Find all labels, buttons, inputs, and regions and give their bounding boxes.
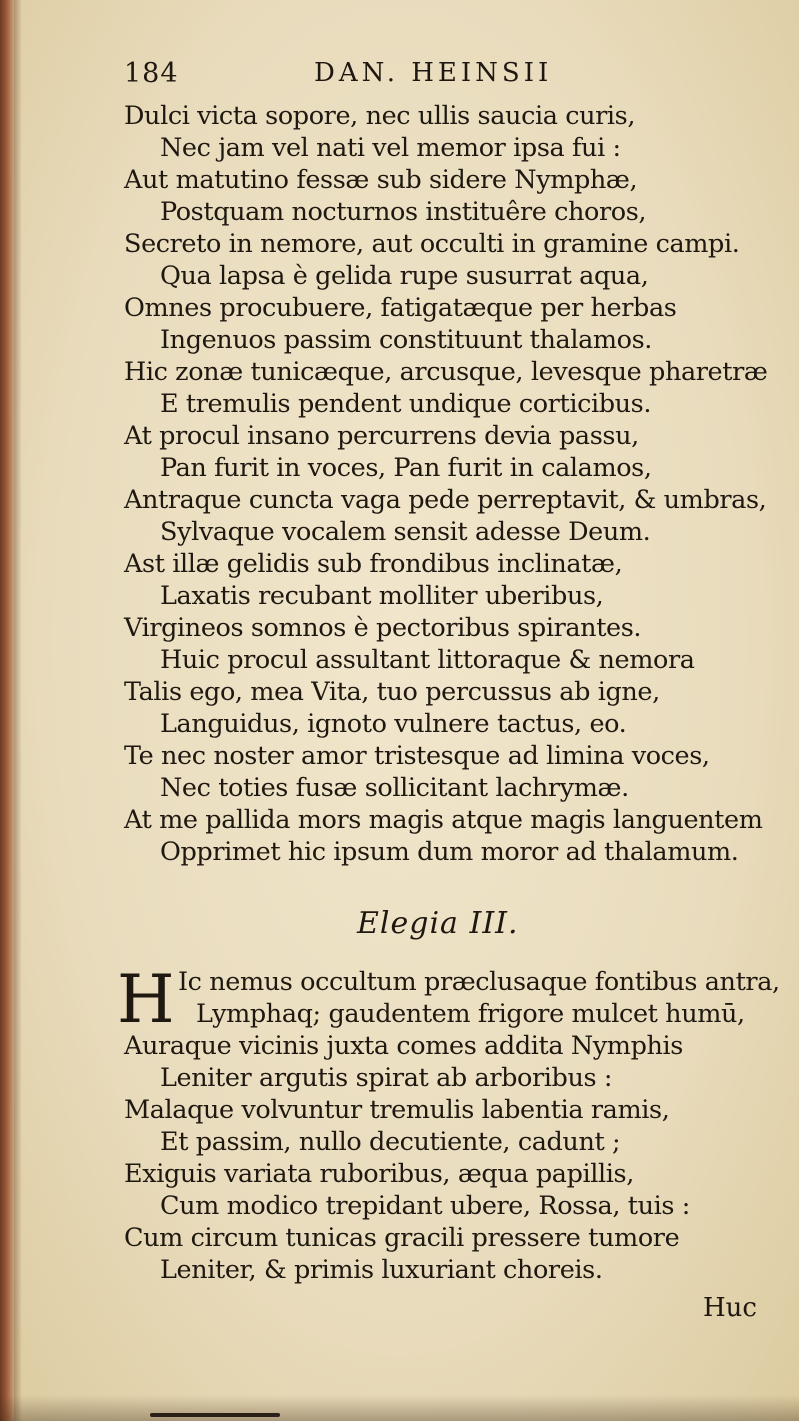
page-number: 184 — [124, 58, 179, 89]
page-bottom-shadow — [0, 1395, 799, 1421]
poem-line: Ast illæ gelidis sub frondibus inclinatæ, — [124, 549, 623, 579]
elegy-line: Leniter argutis spirat ab arboribus : — [160, 1063, 613, 1093]
poem-line: Qua lapsa è gelida rupe susurrat aqua, — [160, 261, 649, 291]
poem-line: Ingenuos passim constituunt thalamos. — [160, 325, 653, 355]
elegy-line: Lymphaq; gaudentem frigore mulcet humū, — [196, 999, 745, 1029]
elegy-line: Auraque vicinis juxta comes addita Nymphis — [124, 1031, 683, 1061]
poem-line: Sylvaque vocalem sensit adesse Deum. — [160, 517, 651, 547]
poem-line: Secreto in nemore, aut occulti in gramine campi. — [124, 229, 740, 259]
book-binding-edge — [0, 0, 14, 1421]
poem-line: At procul insano percurrens devia passu, — [124, 421, 639, 451]
page-header — [124, 58, 604, 98]
poem-line: Dulci victa sopore, nec ullis saucia curis, — [124, 101, 636, 131]
poem-line: E tremulis pendent undique corticibus. — [160, 389, 652, 419]
poem-line: Nec jam vel nati vel memor ipsa fui : — [160, 133, 621, 163]
elegy-line: Cum circum tunicas gracili pressere tumore — [124, 1223, 680, 1253]
poem-line: Aut matutino fessæ sub sidere Nymphæ, — [124, 165, 638, 195]
poem-line: Te nec noster amor tristesque ad limina voces, — [124, 741, 710, 771]
poem-line: Talis ego, mea Vita, tuo percussus ab igne, — [124, 677, 660, 707]
poem-line: Antraque cuncta vaga pede perreptavit, & umbras, — [124, 485, 767, 515]
poem-line: Opprimet hic ipsum dum moror ad thalamum. — [160, 837, 739, 867]
elegy-line: Malaque volvuntur tremulis labentia ramis, — [124, 1095, 670, 1125]
elegy-line: Leniter, & primis luxuriant choreis. — [160, 1255, 603, 1285]
poem-line: Huic procul assultant littoraque & nemora — [160, 645, 695, 675]
poem-line: Laxatis recubant molliter uberibus, — [160, 581, 604, 611]
catchword: Huc — [703, 1293, 757, 1323]
running-head: DAN. HEINSII — [314, 58, 553, 88]
poem-line: Virgineos somnos è pectoribus spirantes. — [124, 613, 642, 643]
page-bottom-rule — [150, 1413, 280, 1417]
poem-line: Nec toties fusæ sollicitant lachrymæ. — [160, 773, 629, 803]
poem-line: At me pallida mors magis atque magis languentem — [124, 805, 763, 835]
elegy-line: Cum modico trepidant ubere, Rossa, tuis : — [160, 1191, 690, 1221]
poem-line: Languidus, ignoto vulnere tactus, eo. — [160, 709, 627, 739]
poem-line: Postquam nocturnos instituêre choros, — [160, 197, 647, 227]
poem-line: Hic zonæ tunicæque, arcusque, levesque pharetræ — [124, 357, 768, 387]
poem-line: Pan furit in voces, Pan furit in calamos, — [160, 453, 652, 483]
poem-line: Omnes procubuere, fatigatæque per herbas — [124, 293, 677, 323]
elegy-heading: Elegia III. — [357, 906, 519, 941]
binding-shadow — [14, 0, 22, 1421]
elegy-line: Ic nemus occultum præclusaque fontibus antra, — [178, 967, 780, 997]
drop-cap: H — [117, 961, 175, 1038]
elegy-line: Et passim, nullo decutiente, cadunt ; — [160, 1127, 621, 1157]
elegy-line: Exiguis variata ruboribus, æqua papillis, — [124, 1159, 634, 1189]
